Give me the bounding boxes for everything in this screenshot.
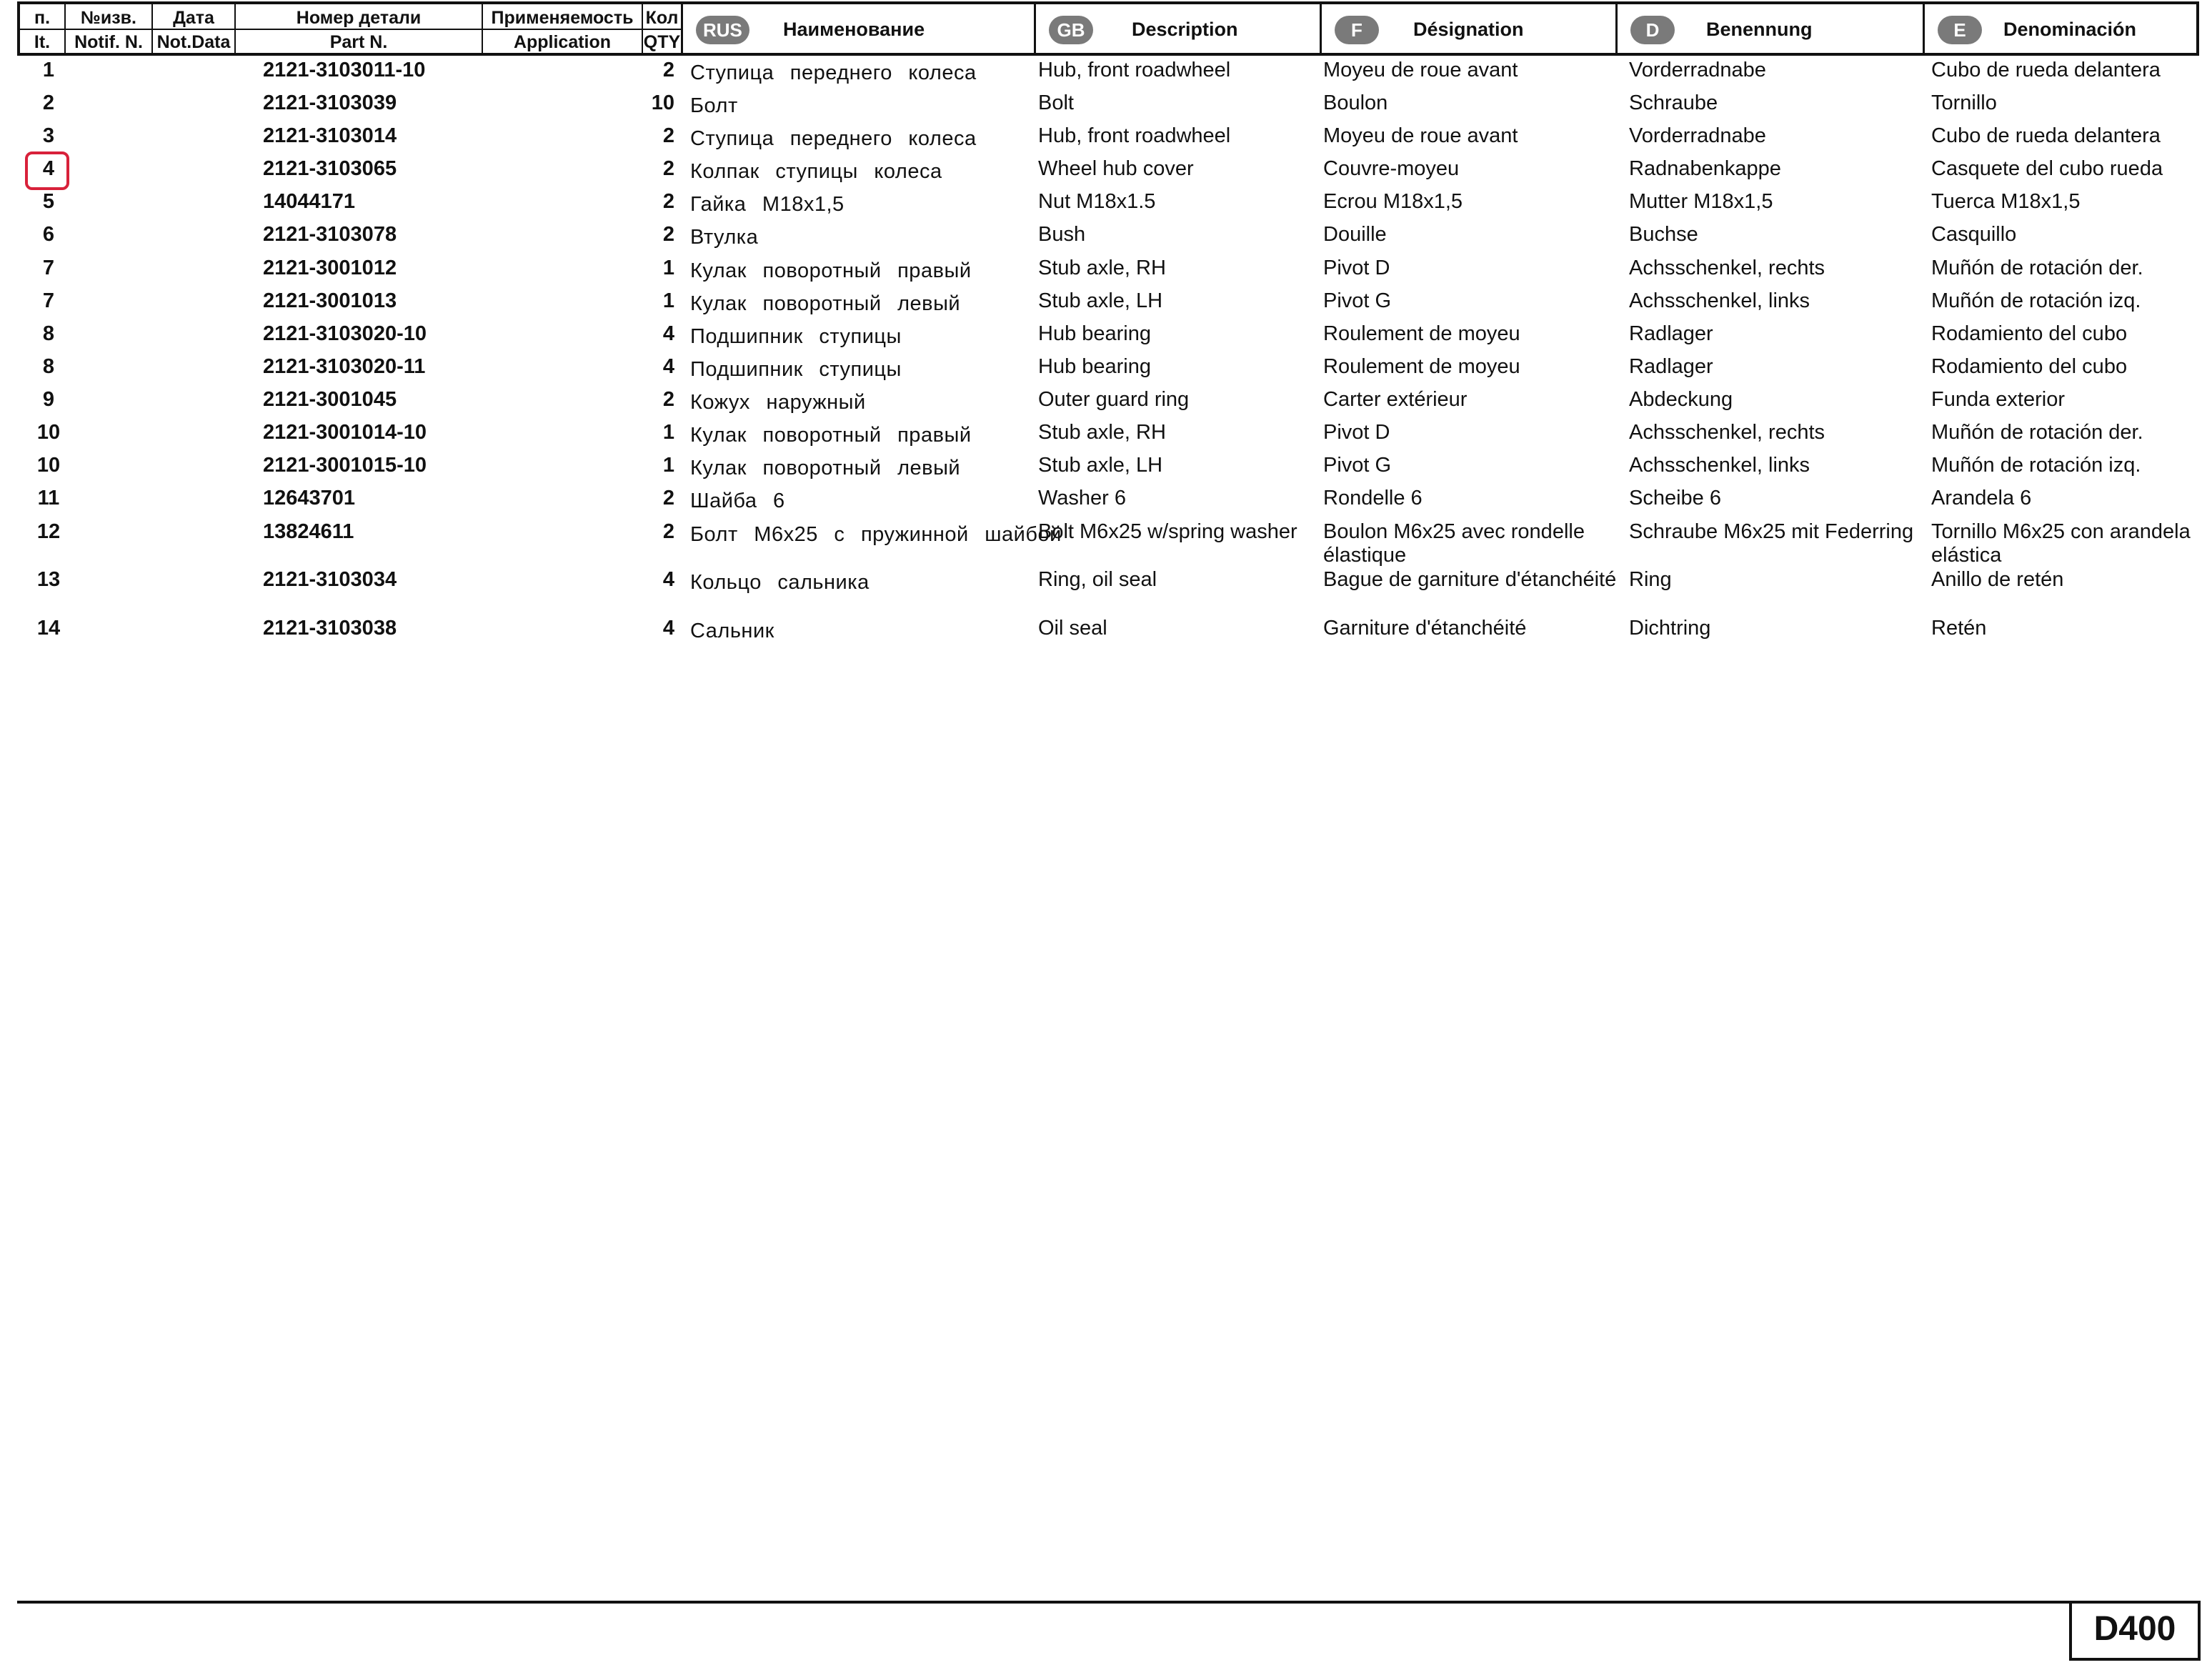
cell-ru: Ступица переднего колеса (690, 61, 977, 84)
page-code: D400 (2069, 1601, 2201, 1661)
cell-es: Tuerca M18x1,5 (1931, 190, 2081, 213)
cell-ru: Кулак поворотный левый (690, 457, 961, 479)
cell-part: 13824611 (263, 520, 354, 543)
header-part-en: Part N. (329, 32, 388, 52)
cell-ru: Ступица переднего колеса (690, 127, 977, 150)
header-item-ru: п. (34, 8, 51, 28)
header-application-en: Application (513, 32, 612, 52)
cell-en: Hub bearing (1038, 322, 1151, 345)
cell-qty: 2 (662, 223, 674, 246)
header-qty (643, 4, 683, 53)
header-lang-title: Désignation (1413, 19, 1524, 40)
cell-part: 2121-3103034 (263, 568, 397, 591)
cell-qty: 1 (662, 454, 674, 477)
cell-part: 14044171 (263, 190, 356, 213)
cell-en: Hub, front roadwheel (1038, 59, 1231, 81)
cell-part: 2121-3103014 (263, 124, 397, 147)
cell-fr: Couvre-moyeu (1323, 157, 1460, 180)
cell-es: Tornillo M6x25 con arandela elástica (1931, 520, 2191, 567)
cell-en: Bolt (1038, 91, 1074, 114)
cell-qty: 4 (662, 568, 674, 591)
cell-no: 7 (42, 257, 55, 279)
cell-de: Radnabenkappe (1629, 157, 1781, 180)
cell-en: Hub bearing (1038, 355, 1151, 378)
header-qty-ru: Кол (645, 8, 679, 28)
cell-part: 2121-3103065 (263, 157, 397, 180)
cell-es: Rodamiento del cubo (1931, 355, 2128, 378)
cell-ru: Кулак поворотный правый (690, 259, 972, 282)
cell-de: Buchse (1629, 223, 1698, 246)
cell-qty: 1 (662, 421, 674, 444)
table-header (17, 1, 2199, 56)
cell-fr: Carter extérieur (1323, 388, 1468, 411)
cell-de: Abdeckung (1629, 388, 1733, 411)
cell-ru: Подшипник ступицы (690, 325, 902, 348)
cell-ru: Подшипник ступицы (690, 358, 902, 381)
cell-no: 9 (42, 388, 55, 411)
cell-en: Nut M18x1.5 (1038, 190, 1156, 213)
cell-fr: Moyeu de roue avant (1323, 124, 1518, 147)
cell-fr: Pivot G (1323, 454, 1392, 477)
cell-part: 2121-3103038 (263, 617, 397, 640)
cell-qty: 1 (662, 289, 674, 312)
cell-es: Funda exterior (1931, 388, 2065, 411)
cell-no: 13 (36, 568, 61, 591)
cell-qty: 4 (662, 322, 674, 345)
cell-en: Bolt M6x25 w/spring washer (1038, 520, 1297, 543)
cell-no: 7 (42, 289, 55, 312)
cell-fr: Pivot D (1323, 257, 1390, 279)
cell-fr: Boulon M6x25 avec rondelle élastique (1323, 520, 1585, 567)
cell-fr: Ecrou M18x1,5 (1323, 190, 1463, 213)
cell-en: Wheel hub cover (1038, 157, 1194, 180)
cell-qty: 2 (662, 388, 674, 411)
header-part-ru: Номер детали (296, 8, 422, 28)
header-date-ru: Дата (173, 8, 214, 28)
cell-ru: Сальник (690, 620, 774, 642)
cell-de: Achsschenkel, rechts (1629, 257, 1825, 279)
cell-en: Stub axle, RH (1038, 257, 1166, 279)
cell-no: 11 (37, 487, 60, 510)
cell-en: Ring, oil seal (1038, 568, 1157, 591)
header-application-ru: Применяемость (491, 8, 634, 28)
cell-fr: Moyeu de roue avant (1323, 59, 1518, 81)
header-lang-f (1322, 4, 1618, 53)
cell-ru: Кольцо сальника (690, 571, 870, 594)
cell-qty: 1 (662, 257, 674, 279)
header-item-no (20, 4, 66, 53)
cell-ru: Болт (690, 94, 738, 117)
header-lang-title: Benennung (1706, 19, 1813, 40)
cell-no: 3 (42, 124, 55, 147)
header-item-en: It. (34, 32, 51, 52)
cell-de: Vorderradnabe (1629, 124, 1766, 147)
cell-no: 8 (42, 355, 55, 378)
cell-en: Stub axle, RH (1038, 421, 1166, 444)
header-lang-rus (683, 4, 1036, 53)
header-lang-title: Наименование (783, 19, 925, 40)
header-lang-gb (1036, 4, 1322, 53)
cell-part: 2121-3103020-11 (263, 355, 426, 378)
cell-de: Vorderradnabe (1629, 59, 1766, 81)
cell-fr: Garniture d'étanchéité (1323, 617, 1527, 640)
cell-es: Rodamiento del cubo (1931, 322, 2128, 345)
cell-no: 1 (42, 59, 55, 81)
gb-badge-icon: GB (1049, 16, 1093, 44)
cell-part: 2121-3103020-10 (263, 322, 427, 345)
cell-es: Muñón de rotación izq. (1931, 454, 2141, 477)
cell-de: Radlager (1629, 355, 1713, 378)
cell-fr: Bague de garniture d'étanchéité (1323, 568, 1617, 591)
cell-no: 12 (36, 520, 61, 543)
cell-es: Casquete del cubo rueda (1931, 157, 2163, 180)
cell-part: 2121-3103078 (263, 223, 397, 246)
header-notif-en: Notif. N. (74, 32, 143, 52)
cell-ru: Втулка (690, 226, 759, 249)
cell-es: Tornillo (1931, 91, 1997, 114)
cell-part: 2121-3001015-10 (263, 454, 427, 477)
cell-part: 2121-3103011-10 (263, 59, 426, 81)
cell-part: 2121-3001013 (263, 289, 397, 312)
cell-de: Dichtring (1629, 617, 1711, 640)
cell-ru: Колпак ступицы колеса (690, 160, 942, 183)
cell-en: Oil seal (1038, 617, 1107, 640)
header-date (153, 4, 236, 53)
cell-fr: Roulement de moyeu (1323, 322, 1520, 345)
rus-badge-icon: RUS (696, 16, 749, 44)
cell-no: 4 (42, 157, 55, 180)
cell-es: Anillo de retén (1931, 568, 2064, 591)
e-badge-icon: E (1938, 16, 1982, 44)
header-lang-d (1618, 4, 1925, 53)
cell-de: Schraube (1629, 91, 1718, 114)
cell-de: Ring (1629, 568, 1672, 591)
cell-es: Muñón de rotación izq. (1931, 289, 2141, 312)
header-lang-title: Denominación (2003, 19, 2137, 40)
cell-qty: 4 (662, 617, 674, 640)
cell-qty: 2 (662, 59, 674, 81)
header-qty-en: QTY (643, 32, 681, 52)
cell-qty: 2 (662, 487, 674, 510)
cell-fr: Rondelle 6 (1323, 487, 1423, 510)
cell-de: Scheibe 6 (1629, 487, 1721, 510)
header-part-number (236, 4, 483, 53)
cell-part: 2121-3001014-10 (263, 421, 427, 444)
cell-en: Outer guard ring (1038, 388, 1190, 411)
cell-ru: Шайба 6 (690, 489, 785, 512)
cell-es: Retén (1931, 617, 1987, 640)
cell-qty: 2 (662, 190, 674, 213)
cell-fr: Pivot D (1323, 421, 1390, 444)
header-application (483, 4, 643, 53)
cell-qty: 10 (651, 91, 674, 114)
cell-no: 2 (42, 91, 55, 114)
cell-no: 14 (36, 617, 61, 640)
cell-es: Cubo de rueda delantera (1931, 124, 2161, 147)
cell-de: Achsschenkel, rechts (1629, 421, 1825, 444)
cell-en: Washer 6 (1038, 487, 1127, 510)
cell-no: 6 (42, 223, 55, 246)
cell-de: Achsschenkel, links (1629, 289, 1810, 312)
header-date-en: Not.Data (156, 32, 231, 52)
cell-es: Cubo de rueda delantera (1931, 59, 2161, 81)
cell-en: Hub, front roadwheel (1038, 124, 1231, 147)
cell-fr: Douille (1323, 223, 1387, 246)
cell-de: Schraube M6x25 mit Federring (1629, 520, 1914, 543)
cell-en: Bush (1038, 223, 1086, 246)
cell-fr: Roulement de moyeu (1323, 355, 1520, 378)
cell-qty: 4 (662, 355, 674, 378)
f-badge-icon: F (1335, 16, 1379, 44)
cell-qty: 2 (662, 157, 674, 180)
cell-de: Radlager (1629, 322, 1713, 345)
header-notif (66, 4, 153, 53)
cell-de: Achsschenkel, links (1629, 454, 1810, 477)
cell-ru: Кулак поворотный правый (690, 424, 972, 447)
d-badge-icon: D (1630, 16, 1675, 44)
cell-ru: Гайка M18x1,5 (690, 193, 845, 216)
cell-de: Mutter M18x1,5 (1629, 190, 1773, 213)
cell-no: 5 (42, 190, 55, 213)
cell-es: Arandela 6 (1931, 487, 2032, 510)
cell-qty: 2 (662, 520, 674, 543)
cell-fr: Boulon (1323, 91, 1388, 114)
cell-ru: Кулак поворотный левый (690, 292, 961, 315)
cell-es: Muñón de rotación der. (1931, 421, 2143, 444)
cell-es: Muñón de rotación der. (1931, 257, 2143, 279)
header-notif-ru: №изв. (81, 8, 136, 28)
footer-rule (17, 1601, 2199, 1604)
cell-ru: Болт M6x25 с пружинной шайбой (690, 523, 1062, 546)
cell-es: Casquillo (1931, 223, 2017, 246)
cell-part: 2121-3001045 (263, 388, 397, 411)
cell-en: Stub axle, LH (1038, 289, 1163, 312)
cell-qty: 2 (662, 124, 674, 147)
header-lang-title: Description (1132, 19, 1238, 40)
cell-part: 12643701 (263, 487, 356, 510)
cell-no: 10 (36, 421, 61, 444)
cell-part: 2121-3103039 (263, 91, 397, 114)
cell-no: 10 (36, 454, 61, 477)
cell-no: 8 (42, 322, 55, 345)
cell-part: 2121-3001012 (263, 257, 397, 279)
cell-ru: Кожух наружный (690, 391, 866, 414)
header-lang-e (1925, 4, 2196, 53)
cell-en: Stub axle, LH (1038, 454, 1163, 477)
cell-fr: Pivot G (1323, 289, 1392, 312)
